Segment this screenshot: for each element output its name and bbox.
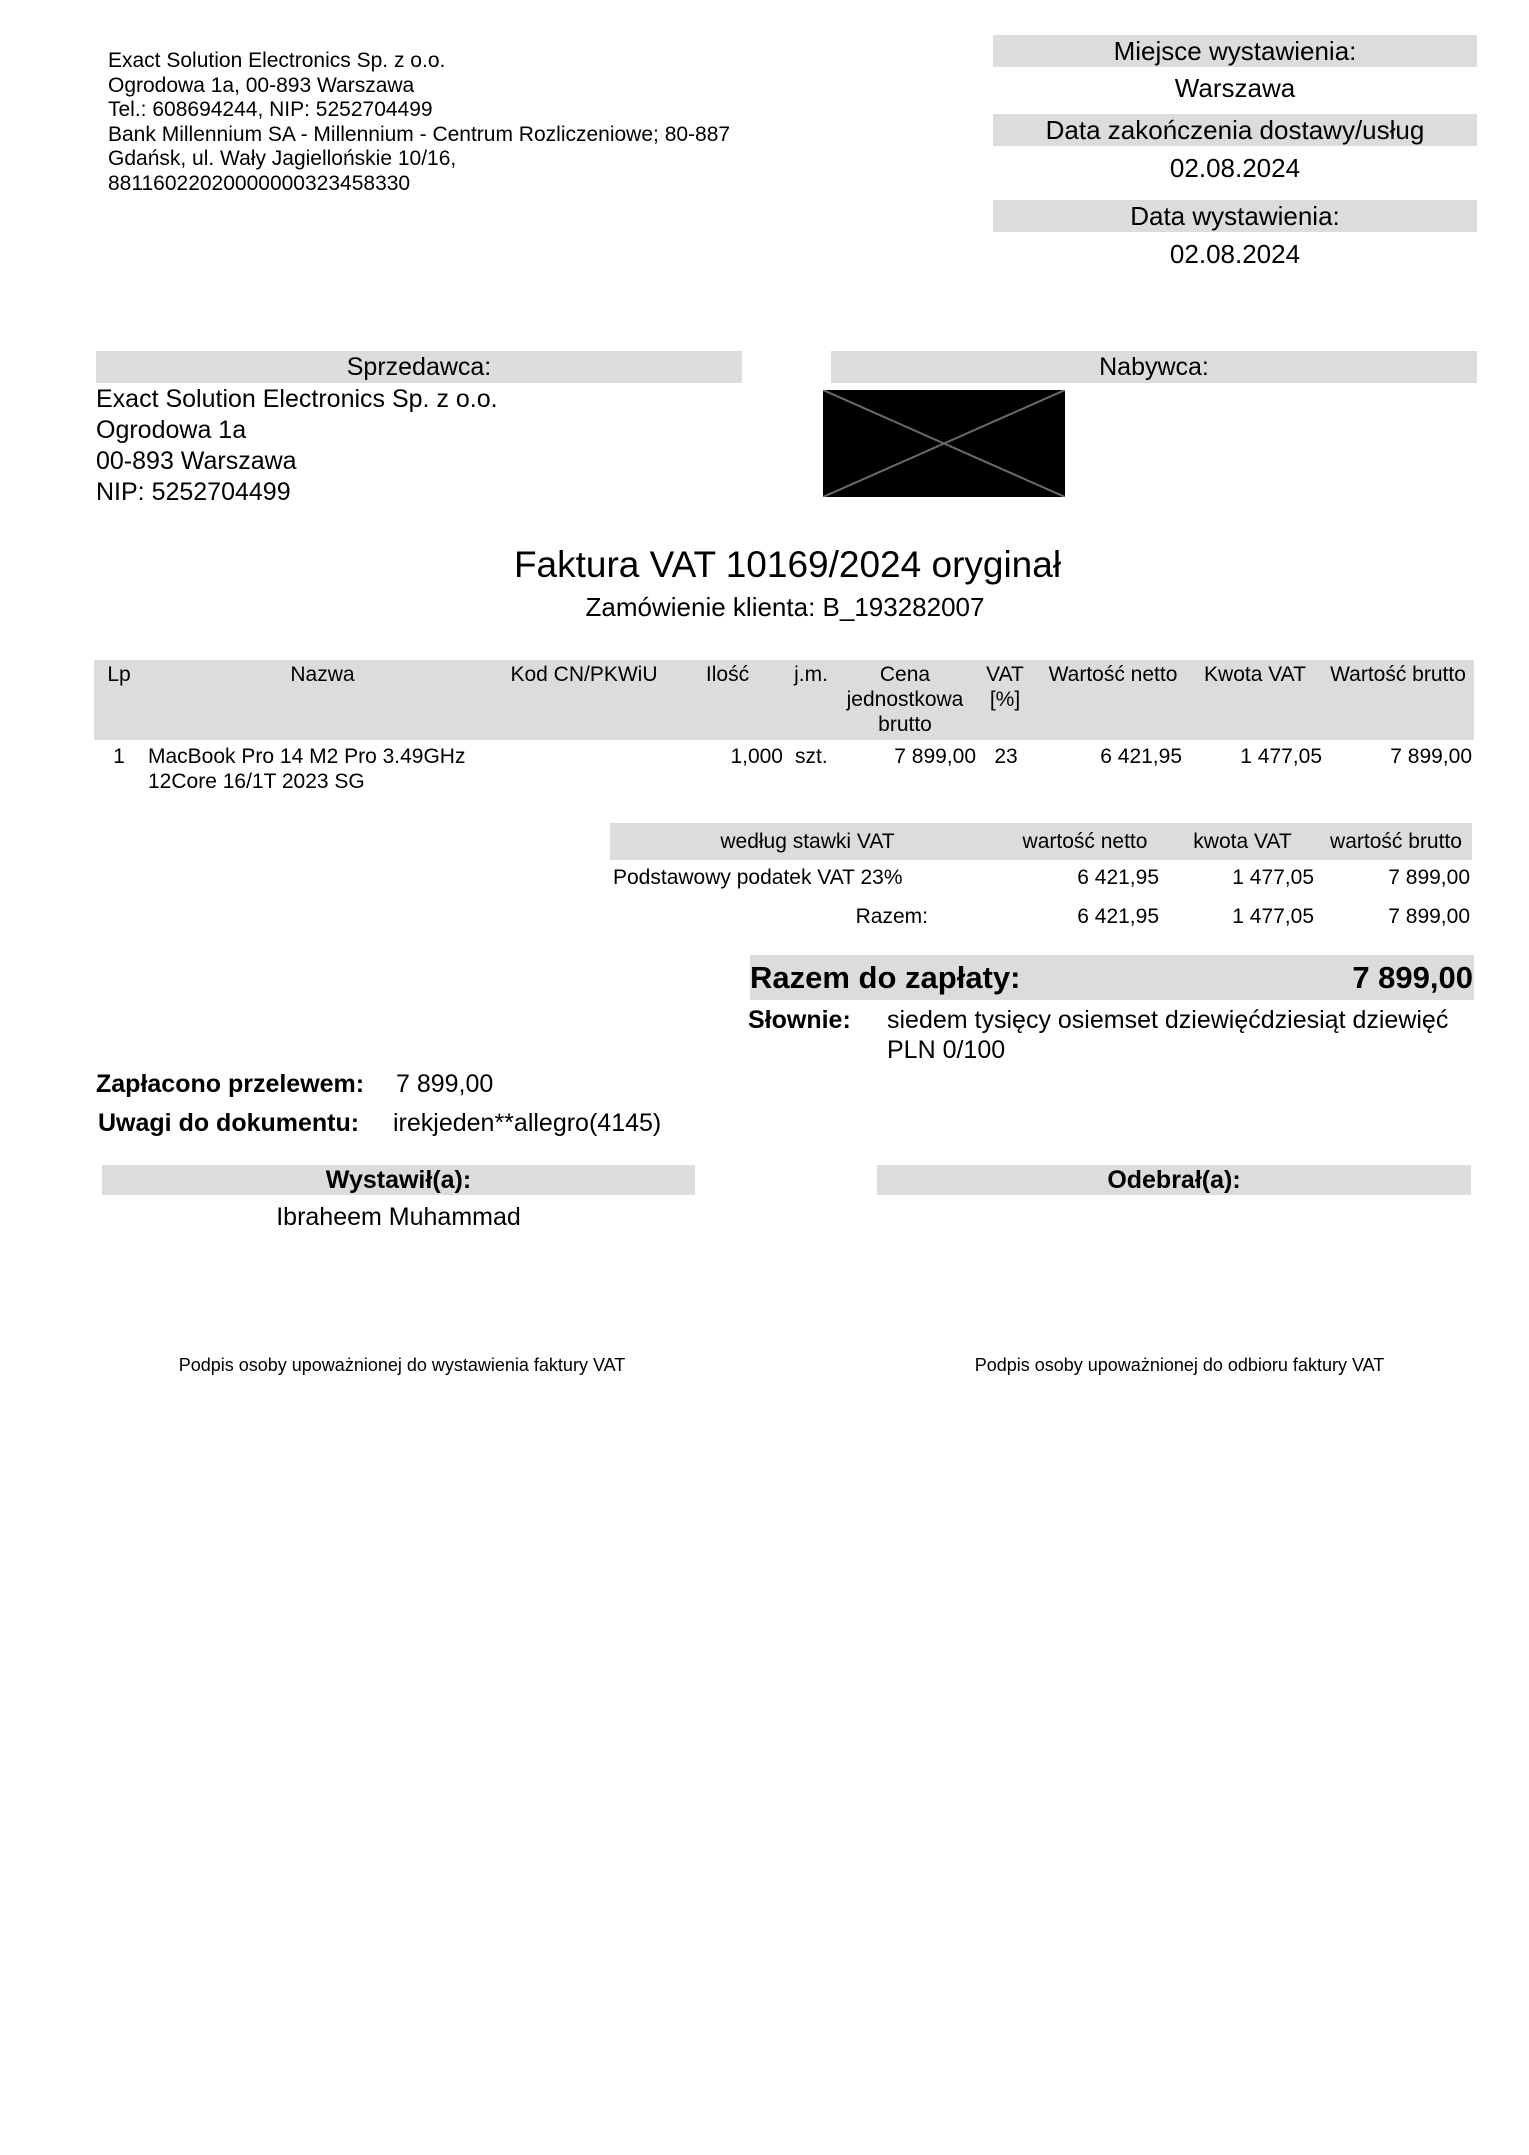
issue-date-label: Data wystawienia: — [993, 200, 1477, 232]
place-value: Warszawa — [1174, 73, 1296, 103]
issue-date-value: 02.08.2024 — [1169, 239, 1301, 269]
order-number: Zamówienie klienta: B_193282007 — [585, 592, 985, 622]
seller-street: Ogrodowa 1a — [96, 416, 247, 444]
buyer-redacted-image — [823, 390, 1065, 497]
row-vat: 23 — [994, 745, 1018, 768]
company-line: Gdańsk, ul. Wały Jagiellońskie 10/16, — [108, 147, 457, 170]
seller-name: Exact Solution Electronics Sp. z o.o. — [96, 385, 498, 413]
company-line: 88116022020000000323458330 — [108, 171, 411, 195]
issuer-signature-note: Podpis osoby upoważnionej do wystawienia faktury VAT — [178, 1355, 626, 1375]
col-name-header: Nazwa — [290, 663, 355, 686]
total-to-pay-value: 7 899,00 — [1352, 960, 1473, 995]
company-line: Bank Millennium SA - Millennium - Centrum Rozliczeniowe; 80-887 — [108, 122, 731, 146]
vat-total-amount: 1 477,05 — [1232, 905, 1314, 928]
buyer-label: Nabywca: — [831, 351, 1477, 383]
document-notes-value: irekjeden**allegro(4145) — [393, 1109, 662, 1137]
company-header — [108, 49, 730, 196]
seller-details — [96, 384, 498, 508]
row-gross: 7 899,00 — [1390, 745, 1472, 768]
paid-by-transfer-value: 7 899,00 — [396, 1070, 494, 1098]
col-gross-header: Wartość brutto — [1330, 663, 1466, 686]
place-label: Miejsce wystawienia: — [993, 35, 1477, 67]
col-lp-header: Lp — [107, 663, 131, 686]
seller-city: 00-893 Warszawa — [96, 447, 297, 475]
row-lp: 1 — [113, 745, 125, 768]
issuer-name: Ibraheem Muhammad — [276, 1203, 521, 1231]
delivery-date-label: Data zakończenia dostawy/usług — [993, 114, 1477, 146]
row-name: MacBook Pro 14 M2 Pro 3.49GHz 12Core 16/1T 2023 SG — [148, 745, 466, 793]
vat-rate-header: według stawki VAT — [720, 830, 895, 853]
col-unit-header: j.m. — [794, 663, 828, 686]
row-vat-amount: 1 477,05 — [1240, 745, 1322, 768]
amount-in-words-label: Słownie: — [748, 1006, 851, 1034]
vat-gross-header: wartość brutto — [1330, 830, 1462, 853]
company-line: Tel.: 608694244, NIP: 5252704499 — [108, 98, 433, 121]
delivery-date-value: 02.08.2024 — [1169, 153, 1301, 183]
seller-nip: NIP: 5252704499 — [96, 478, 291, 506]
vat-amount-header: kwota VAT — [1193, 830, 1292, 853]
receiver-signature-note: Podpis osoby upoważnionej do odbioru faktury VAT — [974, 1355, 1385, 1375]
company-line: Ogrodowa 1a, 00-893 Warszawa — [108, 73, 415, 97]
document-notes-label: Uwagi do dokumentu: — [98, 1109, 360, 1137]
col-price-header: Cena jednostkowa brutto — [846, 663, 964, 736]
col-vat-amount-header: Kwota VAT — [1204, 663, 1306, 686]
vat-total-net: 6 421,95 — [1077, 905, 1159, 928]
issuer-label: Wystawił(a): — [102, 1165, 695, 1195]
col-code-header: Kod CN/PKWiU — [510, 663, 658, 686]
seller-label: Sprzedawca: — [96, 351, 742, 383]
col-net-header: Wartość netto — [1048, 663, 1178, 686]
row-price: 7 899,00 — [894, 745, 976, 768]
row-net: 6 421,95 — [1100, 745, 1182, 768]
invoice-title: Faktura VAT 10169/2024 oryginał — [513, 544, 1062, 585]
vat-total-label: Razem: — [855, 905, 928, 928]
vat-rate-gross: 7 899,00 — [1388, 866, 1470, 889]
paid-by-transfer-label: Zapłacono przelewem: — [96, 1070, 365, 1098]
company-line: Exact Solution Electronics Sp. z o.o. — [108, 49, 446, 72]
vat-total-gross: 7 899,00 — [1388, 905, 1470, 928]
row-qty: 1,000 — [730, 745, 783, 768]
vat-net-header: wartość netto — [1022, 830, 1148, 853]
col-vat-header: VAT [%] — [986, 663, 1024, 711]
col-qty-header: Ilość — [705, 663, 750, 686]
row-unit: szt. — [795, 745, 828, 768]
amount-in-words: siedem tysięcy osiemset dziewięćdziesiąt dziewięć PLN 0/100 — [887, 1006, 1449, 1064]
vat-rate-amount: 1 477,05 — [1232, 866, 1314, 889]
total-to-pay-label: Razem do zapłaty: — [750, 960, 1021, 995]
receiver-label: Odebrał(a): — [877, 1165, 1471, 1195]
vat-rate-row: Podstawowy podatek VAT 23% — [613, 866, 903, 889]
vat-rate-net: 6 421,95 — [1077, 866, 1159, 889]
